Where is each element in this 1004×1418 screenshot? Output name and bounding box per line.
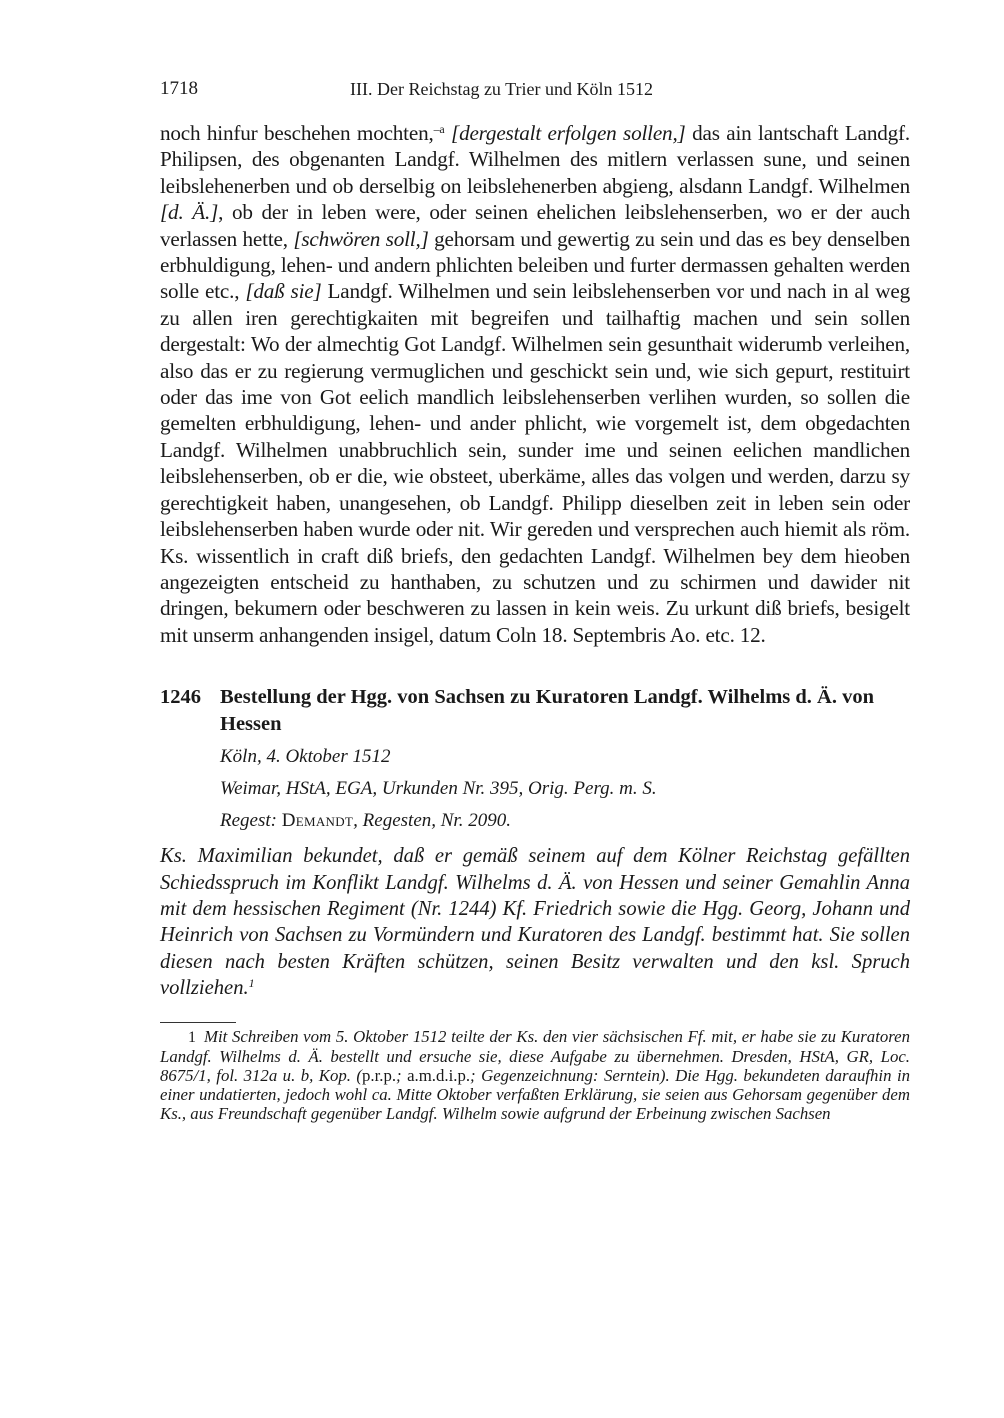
document-entry bbox=[160, 684, 910, 1001]
document-body-text bbox=[160, 120, 910, 648]
critical-note-marker: –a bbox=[433, 122, 445, 136]
entry-title: Bestellung der Hgg. von Sachsen zu Kuratoren Landgf. Wilhelms d. Ä. von Hessen bbox=[220, 686, 875, 735]
regest-reference: , Regesten, Nr. 2090. bbox=[353, 810, 511, 832]
running-head: III. Der Reichstag zu Trier und Köln 1512 bbox=[350, 79, 653, 99]
regest-label: Regest: bbox=[220, 810, 282, 832]
editorial-insertion: [schwören soll,] bbox=[293, 226, 429, 251]
entry-source: Weimar, HStA, EGA, Urkunden Nr. 395, Orig. Perg. m. S. bbox=[220, 778, 657, 800]
footnote-text: ; bbox=[396, 1065, 408, 1085]
footnote-text: Mit Schreiben vom 5. Oktober 1512 teilte der Ks. den vier sächsischen Ff. mit, er habe sie zu Kuratoren Landgf. Wilhelms d. Ä. bestellt und ersuche sie, diese Aufgabe zu übernehmen. Dresden, HStA, GR, Loc. 8675/1, fol. 312a u. b, Kop. ( bbox=[160, 1026, 910, 1085]
body-text-segment: , ob der in leben were, oder seinen ehelichen leibslehenserben, wo er der auch verlassen hette, bbox=[160, 200, 910, 251]
footnote-number: 1 bbox=[188, 1028, 196, 1046]
body-text-segment: das ain lantschaft Landgf. Philipsen, des obgenanten Landgf. Wilhelmen des mitlern verlassen sune, und seinen leibslehenerben und ob derselbig on leibslehenerben abgieng, alsdann Landgf. Wilhelmen bbox=[160, 121, 910, 198]
entry-summary-text: Ks. Maximilian bekundet, daß er gemäß seinem auf dem Kölner Reichstag gefällten Schiedsspruch im Konflikt Landgf. Wilhelms d. Ä. von Hessen und seiner Gemahlin Anna mit dem hessischen Regiment (Nr. 1244) Kf. Friedrich sowie die Hgg. Georg, Johann und Heinrich von Sachsen zu Vormündern und Kuratoren des Landgf. bestimmt hat. Sie sollen diesen nach besten Kräften schützen, seinen Besitz verwalten und den ksl. Spruch vollziehen. bbox=[160, 845, 910, 1000]
page-number: 1718 bbox=[160, 78, 198, 99]
body-text-segment: Landgf. Wilhelmen und sein leibslehenserben vor und nach in al weg zu allen iren gerechtigkaiten mit begreifen und tailhaftig machen und sein sollen dergestalt: Wo der almechtig Got Landgf. Wilhelmen sein gesunthait widerumb verleihen, also das er zu regierung vermuglichen und geschickt sein und, wie sich gepurt, restituirt oder das ime von Got eelich mandlich leibslehenserben verlihen wurden, so sollen die gemelten erbhuldigung, lehen- und ander phlicht, wie vorgemelt ist, dem obgedachten Landgf. Wilhelmen unabbruchlich sein, sunder ime und seinen eelichen mandlichen leibslehenserben, ob er die, wie obsteet, uberkäme, alles das volgen und werden, darzu sy gerechtigkeit haben, unangesehen, ob Landgf. Philipp dieselben zeit in leben sein oder leibslehenserben haben wurde oder nit. Wir gereden und versprechen auch hiemit als röm. Ks. wissentlich in craft diß briefs, den gedachten Landgf. Wilhelmen bey dem hieoben angezeigten entscheid zu hanthaben, zu schutzen und zu schirmen und dawider nit dringen, bekumern oder beschweren zu lassen in kein weis. Zu urkunt diß briefs, besigelt mit unserm anhangenden insigel, datum Coln 18. Septembris Ao. etc. 12. bbox=[160, 279, 910, 647]
footnote-abbreviation: a.m.d.i.p. bbox=[407, 1065, 471, 1085]
footnote-abbreviation: p.r.p. bbox=[362, 1065, 397, 1085]
body-text-segment: gehorsam und gewertig zu sein und das es bey denselben erbhuldigung, lehen- und andern phlichten beleiben und furter dermassen gehalten werden solle etc., bbox=[160, 226, 911, 304]
page-header bbox=[160, 78, 910, 108]
entry-metadata bbox=[220, 741, 910, 837]
entry-place-date: Köln, 4. Oktober 1512 bbox=[220, 746, 391, 768]
page bbox=[160, 78, 910, 1124]
body-text-segment: noch hinfur beschehen mochten, bbox=[160, 121, 434, 145]
footnote bbox=[160, 1027, 910, 1124]
editorial-insertion: [dergestalt erfolgen sollen,] bbox=[451, 121, 686, 145]
entry-number: 1246 bbox=[160, 686, 201, 709]
entry-summary bbox=[160, 843, 910, 1001]
footnote-reference: 1 bbox=[248, 976, 255, 991]
editorial-insertion: [d. Ä.] bbox=[160, 200, 219, 225]
editorial-insertion: [daß sie] bbox=[245, 279, 322, 304]
entry-regest bbox=[220, 805, 910, 837]
footnote-text: ; Gegenzeichnung: Serntein). Die Hgg. bekundeten daraufhin in einer undatierten, jedoch wohl ca. Mitte Oktober verfaßten Erklärung, sie seien aus Gehorsam gegenüber dem Ks., aus Freundschaft gegenüber Landgf. Wilhelm sowie aufgrund der Erbeinung zwischen Sachsen bbox=[160, 1065, 910, 1124]
entry-heading bbox=[160, 684, 910, 737]
footnote-divider bbox=[160, 1022, 236, 1023]
regest-author: Demandt bbox=[281, 810, 354, 832]
